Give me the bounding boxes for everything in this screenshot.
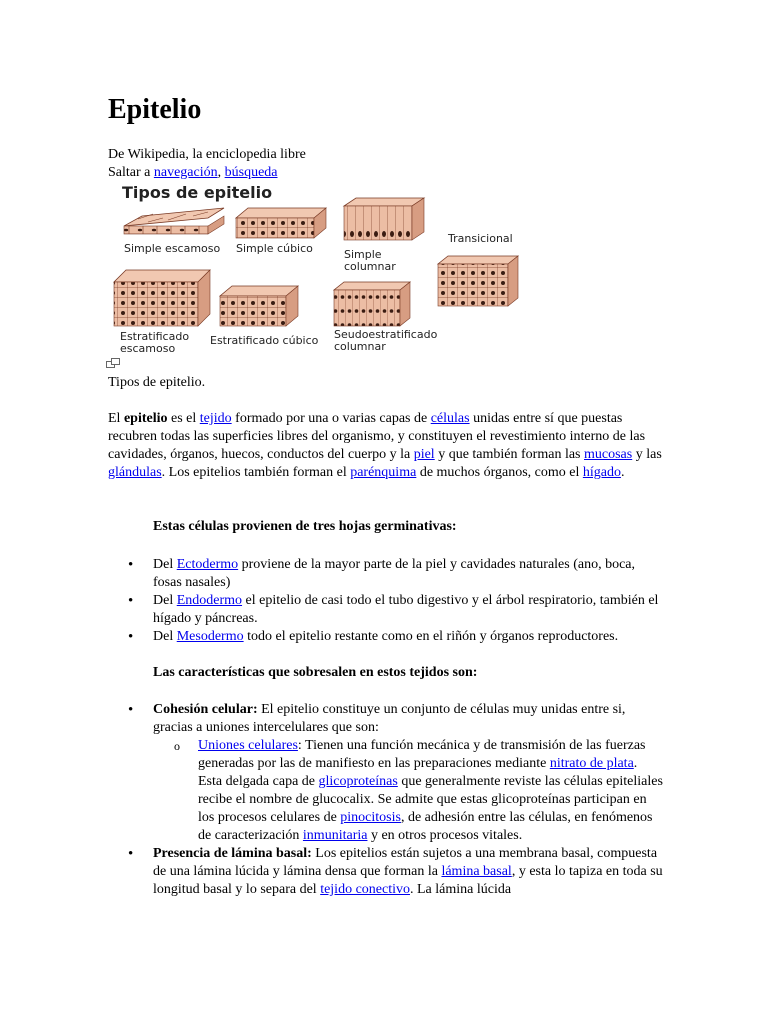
link-glicoproteinas[interactable]: glicoproteínas <box>318 774 398 789</box>
link-ectodermo[interactable]: Ectodermo <box>176 557 239 572</box>
item-text: proviene de la mayor parte de la piel y cavidades naturales (ano, boca, fosas nasales) <box>153 557 636 590</box>
label-estratificado-escamoso-2: escamoso <box>120 342 176 355</box>
intro-text: y las <box>632 447 662 462</box>
lamina-text: . La lámina lúcida <box>410 882 512 897</box>
sublist-item <box>153 737 664 845</box>
intro-text: . <box>620 465 625 480</box>
sub-text: y en otros procesos vitales. <box>367 828 523 843</box>
intro-text: El <box>108 411 124 426</box>
label-simple-cubico: Simple cúbico <box>236 242 313 255</box>
link-pinocitosis[interactable]: pinocitosis <box>340 810 401 825</box>
label-simple-columnar-1: Simple <box>344 248 382 261</box>
list-item-lamina <box>108 845 664 899</box>
list-item <box>108 556 664 592</box>
link-glandulas[interactable]: glándulas <box>108 465 162 480</box>
intro-text: unidas entre sí que puestas recubren todas las superficies libres del organismo, y constituyen el revestimiento interno de las cavidades, órganos, huecos, conductos del cuerpo y la <box>108 411 646 462</box>
lamina-text: , y esta lo tapiza en toda su longitud basal y lo separa del <box>153 864 663 897</box>
navigation-link[interactable]: navegación <box>153 165 218 180</box>
transitional-block <box>438 256 518 306</box>
page-title: Epitelio <box>108 94 202 125</box>
item-prefix: Del <box>153 629 177 644</box>
epithelium-types-figure <box>108 178 528 356</box>
label-estratificado-escamoso-1: Estratificado <box>120 330 190 343</box>
simple-columnar-block <box>344 198 424 240</box>
intro-text: y que también forman las <box>434 447 584 462</box>
features-heading: Las características que sobresalen en estos tejidos son: <box>153 665 478 680</box>
link-tejido[interactable]: tejido <box>199 411 232 426</box>
intro-text: . Los epitelios también forman el <box>161 465 351 480</box>
simple-cuboidal-block <box>236 208 326 238</box>
epithelium-diagram <box>108 178 528 356</box>
item-text: el epitelio de casi todo el tubo digestivo y el árbol respiratorio, también el hígado y páncreas. <box>153 593 659 626</box>
link-tejido-conectivo[interactable]: tejido conectivo <box>320 882 410 897</box>
item-prefix: Del <box>153 593 177 608</box>
sub-text: . Esta delgada capa de <box>198 756 638 789</box>
figure-caption: Tipos de epitelio. <box>108 375 206 390</box>
simple-squamous-block <box>124 208 224 234</box>
link-uniones-celulares[interactable]: Uniones celulares <box>198 738 298 753</box>
link-mesodermo[interactable]: Mesodermo <box>176 629 244 644</box>
link-higado[interactable]: hígado <box>582 465 621 480</box>
link-lamina-basal[interactable]: lámina basal <box>441 864 512 879</box>
cohesion-sublist <box>153 737 664 845</box>
pseudostratified-block <box>334 282 410 326</box>
lamina-text: Los epitelios están sujetos a una membrana basal, compuesta de una lámina lúcida y lámina densa que forman la <box>153 846 658 879</box>
link-endodermo[interactable]: Endodermo <box>176 593 243 608</box>
sub-text: , de adhesión entre las células, en fenómenos de caracterización <box>198 810 653 843</box>
stratified-squamous-block <box>114 270 210 326</box>
link-piel[interactable]: piel <box>413 447 435 462</box>
sub-text: que generalmente reviste las células epiteliales recibe el nombre de glucocalix. Se admite que estas glicoproteínas participan en los procesos celulares de <box>198 774 663 825</box>
link-inmunitaria[interactable]: inmunitaria <box>302 828 368 843</box>
skip-separator: , <box>217 165 225 180</box>
cohesion-text: El epitelio constituye un conjunto de células muy unidas entre si, gracias a uniones intercelulares que son: <box>153 702 626 735</box>
link-mucosas[interactable]: mucosas <box>584 447 633 462</box>
stratified-cuboidal-block <box>220 286 298 326</box>
enlarge-icon[interactable] <box>106 356 120 374</box>
label-seudoestratificado-1: Seudoestratificado <box>334 328 438 341</box>
label-simple-escamoso: Simple escamoso <box>124 242 221 255</box>
link-nitrato-de-plata[interactable]: nitrato de plata <box>549 756 634 771</box>
skip-prefix: Saltar a <box>108 165 154 180</box>
source-line: De Wikipedia, la enciclopedia libre <box>108 147 306 162</box>
label-transicional: Transicional <box>448 232 513 245</box>
features-list <box>108 701 664 899</box>
germ-layers-heading: Estas células provienen de tres hojas germinativas: <box>153 519 457 534</box>
item-text: todo el epitelio restante como en el riñón y órganos reproductores. <box>243 629 619 644</box>
intro-paragraph <box>108 410 664 482</box>
intro-bold-term: epitelio <box>123 411 168 426</box>
list-item-cohesion <box>108 701 664 845</box>
link-parenquima[interactable]: parénquima <box>350 465 417 480</box>
germ-layers-list <box>108 556 664 646</box>
search-link[interactable]: búsqueda <box>224 165 278 180</box>
intro-text: es el <box>167 411 200 426</box>
sub-text: : Tienen una función mecánica y de transmisión de las fuerzas generadas por las de manifiesto en las preparaciones mediante <box>198 738 646 771</box>
list-item <box>108 592 664 628</box>
intro-text: de muchos órganos, como el <box>416 465 583 480</box>
lamina-label: Presencia de lámina basal: <box>153 846 312 861</box>
label-seudoestratificado-2: columnar <box>334 340 386 353</box>
list-item <box>108 628 664 646</box>
intro-text: formado por una o varias capas de <box>231 411 431 426</box>
figure-heading: Tipos de epitelio <box>122 183 273 202</box>
item-prefix: Del <box>153 557 177 572</box>
link-celulas[interactable]: células <box>430 411 470 426</box>
cohesion-label: Cohesión celular: <box>153 702 258 717</box>
label-simple-columnar-2: columnar <box>344 260 396 273</box>
label-estratificado-cubico: Estratificado cúbico <box>210 334 319 347</box>
